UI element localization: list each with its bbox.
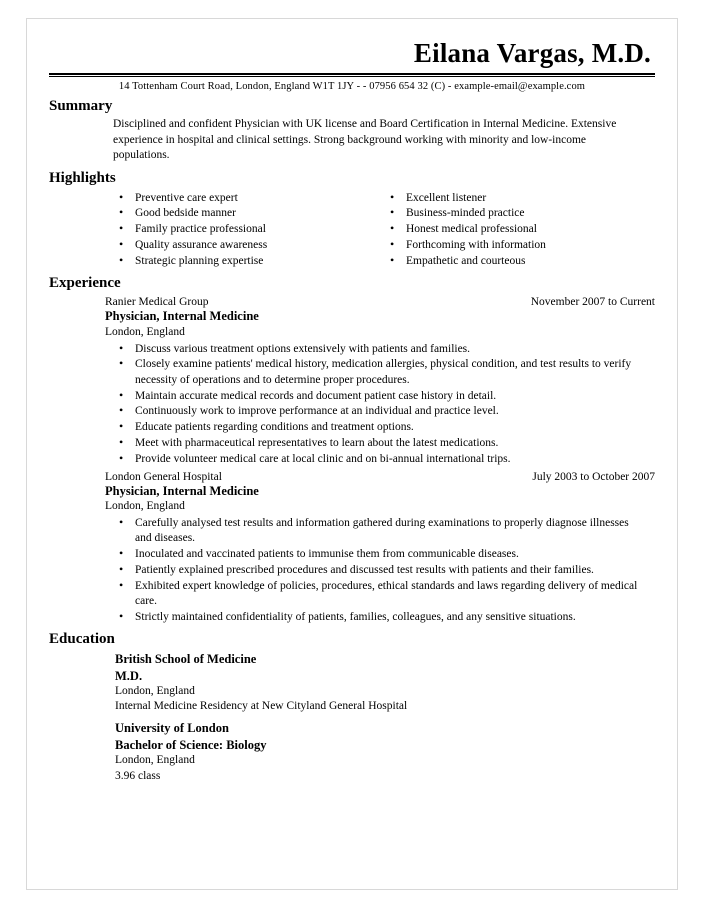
education-entry [115, 720, 655, 783]
contact-line: 14 Tottenham Court Road, London, England W1T 1JY - - 07956 654 32 (C) - example-email@example.com [118, 81, 586, 93]
highlights-columns [113, 189, 655, 270]
list-item: • Excellent listener [384, 191, 655, 206]
experience-entry [105, 471, 655, 625]
list-item: • Exhibited expert knowledge of policies, procedures, ethical standards and laws regarding delivery of medical care. [113, 579, 641, 610]
list-item: • Carefully analysed test results and information gathered during examinations to properly diagnose illnesses and diseases. [113, 516, 641, 547]
education-location: London, England [115, 754, 195, 767]
list-item: • Continuously work to improve performance at an individual and practice level. [113, 404, 641, 419]
header-rule-thin [49, 76, 655, 77]
list-item: • Empathetic and courteous [384, 254, 655, 269]
list-item: • Honest medical professional [384, 222, 655, 237]
header-rule-thick [49, 73, 655, 75]
highlights-list-right [384, 191, 655, 269]
resume-sheet [26, 18, 678, 890]
experience-dates: July 2003 to October 2007 [532, 470, 655, 483]
list-item: • Quality assurance awareness [113, 238, 384, 253]
experience-title: Physician, Internal Medicine [105, 309, 259, 324]
list-item: • Inoculated and vaccinated patients to immunise them from communicable diseases. [113, 547, 641, 562]
highlights-column-left [113, 189, 384, 270]
list-item: • Maintain accurate medical records and document patient case history in detail. [113, 389, 641, 404]
list-item: • Business-minded practice [384, 206, 655, 221]
education-degree: Bachelor of Science: Biology [115, 737, 267, 752]
section-experience [49, 275, 655, 625]
experience-bullets [113, 516, 641, 625]
section-education [49, 631, 655, 784]
experience-entry-header [105, 471, 655, 483]
list-item: • Closely examine patients' medical history, medication allergies, physical condition, and test results to verify necessity of operations and to determine proper procedures. [113, 357, 641, 388]
list-item: • Patiently explained prescribed procedures and discussed test results with patients and their families. [113, 563, 641, 578]
page-title: Eilana Vargas, M.D. [413, 38, 651, 68]
education-grade: 3.96 class [115, 769, 161, 782]
section-heading-experience: Experience [49, 275, 121, 292]
education-degree: M.D. [115, 668, 143, 683]
experience-company: Ranier Medical Group [105, 296, 209, 309]
experience-title: Physician, Internal Medicine [105, 483, 259, 498]
experience-dates: November 2007 to Current [530, 296, 655, 309]
experience-entry [105, 296, 655, 466]
education-detail: Internal Medicine Residency at New Cityland General Hospital [115, 700, 408, 713]
experience-location: London, England [105, 500, 185, 513]
experience-bullets [113, 342, 641, 467]
section-highlights [49, 170, 655, 270]
list-item: • Preventive care expert [113, 191, 384, 206]
highlights-list-left [113, 191, 384, 269]
experience-company: London General Hospital [105, 470, 222, 483]
list-item: • Forthcoming with information [384, 238, 655, 253]
list-item: • Educate patients regarding conditions and treatment options. [113, 420, 641, 435]
education-entry [115, 651, 655, 714]
list-item: • Family practice professional [113, 222, 384, 237]
list-item: • Strictly maintained confidentiality of patients, families, colleagues, and any sensitive situations. [113, 610, 641, 625]
list-item: • Provide volunteer medical care at local clinic and on bi-annual international trips. [113, 452, 641, 467]
section-summary [49, 98, 655, 163]
education-location: London, England [115, 685, 195, 698]
section-heading-summary: Summary [49, 98, 113, 115]
experience-location: London, England [105, 325, 185, 338]
list-item: • Strategic planning expertise [113, 254, 384, 269]
section-heading-education: Education [49, 631, 115, 648]
education-school: British School of Medicine [115, 652, 257, 667]
list-item: • Meet with pharmaceutical representatives to learn about the latest medications. [113, 436, 641, 451]
section-heading-highlights: Highlights [49, 169, 116, 186]
list-item: • Good bedside manner [113, 206, 384, 221]
experience-entry-header [105, 296, 655, 308]
education-school: University of London [115, 721, 229, 736]
summary-text: Disciplined and confident Physician with UK license and Board Certification in Internal Medicine. Extensive experience in hospital and clinical settings. Strong background working with minority and low-income populations. [113, 118, 617, 162]
highlights-column-right [384, 189, 655, 270]
list-item: • Discuss various treatment options extensively with patients and families. [113, 342, 641, 357]
